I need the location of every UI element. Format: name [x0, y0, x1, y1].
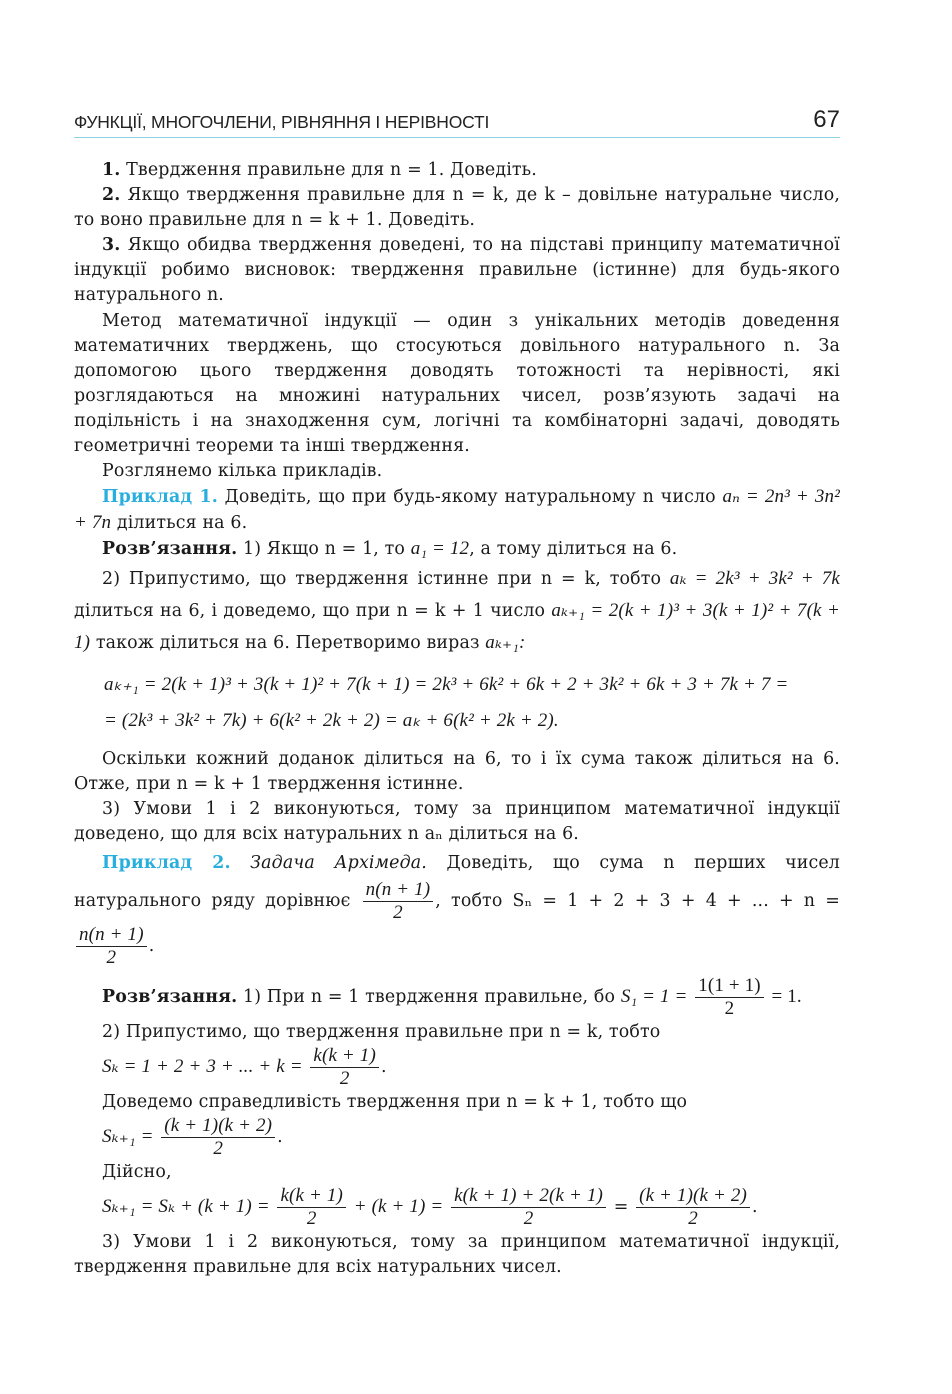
solution-text: 1) Якщо n = 1, то: [242, 539, 406, 560]
fraction-sk: [310, 1045, 379, 1090]
indeed-text: Дійсно,: [102, 1162, 172, 1183]
example-1-solution-step-1: [74, 536, 840, 562]
chapter-title: ФУНКЦІЇ, МНОГОЧЛЕНИ, РІВНЯННЯ І НЕРІВНОСТІ: [74, 112, 490, 132]
step-2-text-c: також ділиться на 6. Перетворимо вираз: [95, 632, 480, 653]
example-1-formula: aₙ = 2n³ + 3n² + 7n: [74, 486, 840, 534]
example-2-solution-step-1: [74, 975, 840, 1020]
fraction-denominator: 2: [688, 1208, 698, 1230]
solution-text: 1) При n = 1 твердження правильне, бо: [242, 986, 616, 1007]
step-number: 3.: [102, 235, 121, 256]
running-header: [74, 104, 840, 138]
fraction-numerator: (k + 1)(k + 2): [161, 1115, 275, 1138]
fraction-denominator: 2: [306, 1208, 317, 1230]
sk1-lhs: Sₖ₊₁ =: [102, 1126, 154, 1148]
step-2-text: 2) Припустимо, що твердження істинне при n = k, тобто: [102, 568, 662, 589]
page-body: [74, 158, 840, 1280]
example-1-label: Приклад 1.: [102, 487, 218, 508]
fraction-chain-2: [451, 1185, 606, 1230]
fraction-s1: [695, 975, 764, 1020]
example-2-label: Приклад 2.: [102, 852, 231, 873]
fraction-chain-3: [636, 1185, 750, 1230]
example-2-statement: Приклад 2. Задача Архімеда. Доведіть, що сума n перших чисел натурального ряду дорівнює $\frac{n(n + 1)}{2}$ , тобто Sₙ = 1 + 2 + 3 + 4 + ... + n = $\frac{n(n + 1)}{2}$ .: [74, 852, 840, 968]
fraction-numerator: n(n + 1): [76, 924, 147, 947]
step-text: Твердження правильне для n = 1. Доведіть.: [126, 160, 537, 180]
example-1-statement: [74, 484, 840, 536]
transformation-equations: [74, 667, 840, 739]
fraction-numerator: k(k + 1): [310, 1045, 379, 1068]
fraction-numerator: k(k + 1) + 2(k + 1): [451, 1185, 606, 1208]
example-2-text-b: , тобто Sₙ = 1 + 2 + 3 + 4 + ... + n =: [435, 890, 840, 911]
example-2-text: Доведіть, що сума n перших чисел натурального ряду дорівнює: [74, 852, 840, 911]
example-2-title: Задача Архімеда.: [250, 852, 427, 873]
formula-ak: aₖ = 2k³ + 3k² + 7k: [669, 567, 841, 589]
step-2: [74, 183, 840, 233]
fraction-denominator: 2: [213, 1138, 224, 1160]
prove-text: Доведемо справедливість твердження при n = k + 1, тобто що: [102, 1091, 688, 1112]
fraction-sum-formula: [363, 879, 434, 924]
formula-s1-lhs: S₁ = 1 =: [620, 985, 688, 1007]
step-2-text-b: ділиться на 6, і доведемо, що при n = k + 1 число: [74, 600, 546, 621]
sk-formula: Sₖ = 1 + 2 + 3 + ... + k = $\frac{k(k + 1)}{2}$ .: [102, 1044, 387, 1089]
step-text: Якщо твердження правильне для n = k, де k – довільне натуральне число, то воно правильне для n = k + 1. Доведіть.: [74, 185, 840, 231]
example-1-conclusion: Оскільки кожний доданок ділиться на 6, то і їх сума також ділиться на 6. Отже, при n = k + 1 твердження істинне.: [74, 748, 840, 794]
solution-label: Розв’язання.: [102, 539, 238, 560]
fraction-denominator: 2: [339, 1067, 350, 1089]
fraction-sum-formula-2: [76, 924, 147, 969]
fraction-numerator: (k + 1)(k + 2): [636, 1185, 750, 1208]
fraction-chain-1: [277, 1185, 346, 1230]
equation-line-1: aₖ₊₁ = 2(k + 1)³ + 3(k + 1)² + 7(k + 1) = 2k³ + 6k² + 6k + 2 + 3k² + 6k + 3 + 7k + 7 =: [104, 673, 789, 695]
sk-lhs: Sₖ = 1 + 2 + 3 + ... + k =: [102, 1055, 303, 1077]
step-text: Якщо обидва твердження доведені, то на підставі принципу математичної індукції робимо висновок: твердження правильне (істинне) для будь-якого натурального n.: [74, 235, 840, 306]
fraction-denominator: 2: [523, 1208, 534, 1230]
fraction-sk1: [161, 1115, 275, 1160]
example-1-step-3: 3) Умови 1 і 2 виконуються, тому за принципом математичної індукції доведено, що для всіх натуральних n aₙ ділиться на 6.: [74, 798, 840, 844]
step-3: [74, 233, 840, 308]
solution-label: Розв’язання.: [102, 986, 238, 1007]
step-number: 2.: [102, 185, 121, 206]
fraction-numerator: n(n + 1): [363, 879, 434, 902]
consider-paragraph: Розглянемо кілька прикладів.: [102, 461, 383, 482]
example-1-solution-step-2: [74, 563, 840, 659]
chain-mid: + (k + 1) =: [353, 1196, 444, 1218]
chain-formula: Sₖ₊₁ = Sₖ + (k + 1) = $\frac{k(k + 1)}{2}$ + (k + 1) = $\frac{k(k + 1) + 2(k + 1)}{2}$ = $\frac{(k + 1)(k + 2)}{2}$ .: [102, 1185, 758, 1230]
example-1-text-end: ділиться на 6.: [116, 513, 248, 534]
chain-lhs: Sₖ₊₁ = Sₖ + (k + 1) =: [102, 1196, 270, 1218]
formula-ak1-var: aₖ₊₁:: [485, 631, 526, 653]
formula-ak1: aₖ₊₁ = 2(k + 1)³ + 3(k + 1)² + 7(k + 1): [74, 599, 840, 653]
sk1-formula: Sₖ₊₁ = $\frac{(k + 1)(k + 2)}{2}$ .: [102, 1115, 283, 1160]
example-2-step-3: 3) Умови 1 і 2 виконуються, тому за принципом математичної індукції, твердження правильне для всіх натуральних чисел.: [74, 1232, 840, 1278]
page-number: 67: [813, 106, 840, 133]
fraction-denominator: 2: [106, 946, 117, 968]
example-2-step-2: 2) Припустимо, що твердження правильне при n = k, тобто: [102, 1021, 661, 1042]
fraction-numerator: k(k + 1): [277, 1185, 346, 1208]
formula-s1-rhs: = 1.: [771, 985, 802, 1007]
solution-text-end: , а тому ділиться на 6.: [469, 539, 678, 560]
method-paragraph: Метод математичної індукції — один з унікальних методів доведення математичних тверджень, що стосуються довільного натурального n. За допомогою цього твердження доводять тотожності та нерівності, які розглядаються на множині натуральних чисел, розв’язують задачі на подільність і на знаходження сум, логічні та комбінаторні задачі, доводять геометричні теореми та інші твердження.: [74, 310, 840, 457]
fraction-numerator: 1(1 + 1): [695, 975, 764, 998]
fraction-denominator: 2: [393, 901, 403, 923]
formula-a1: a₁ = 12: [410, 538, 470, 560]
equation-line-2: = (2k³ + 3k² + 7k) + 6(k² + 2k + 2) = aₖ + 6(k² + 2k + 2).: [104, 709, 559, 731]
step-number: 1.: [102, 160, 121, 180]
fraction-denominator: 2: [724, 997, 735, 1019]
step-1: [74, 158, 840, 183]
example-1-text: Доведіть, що при будь-якому натуральному n число: [224, 487, 716, 508]
